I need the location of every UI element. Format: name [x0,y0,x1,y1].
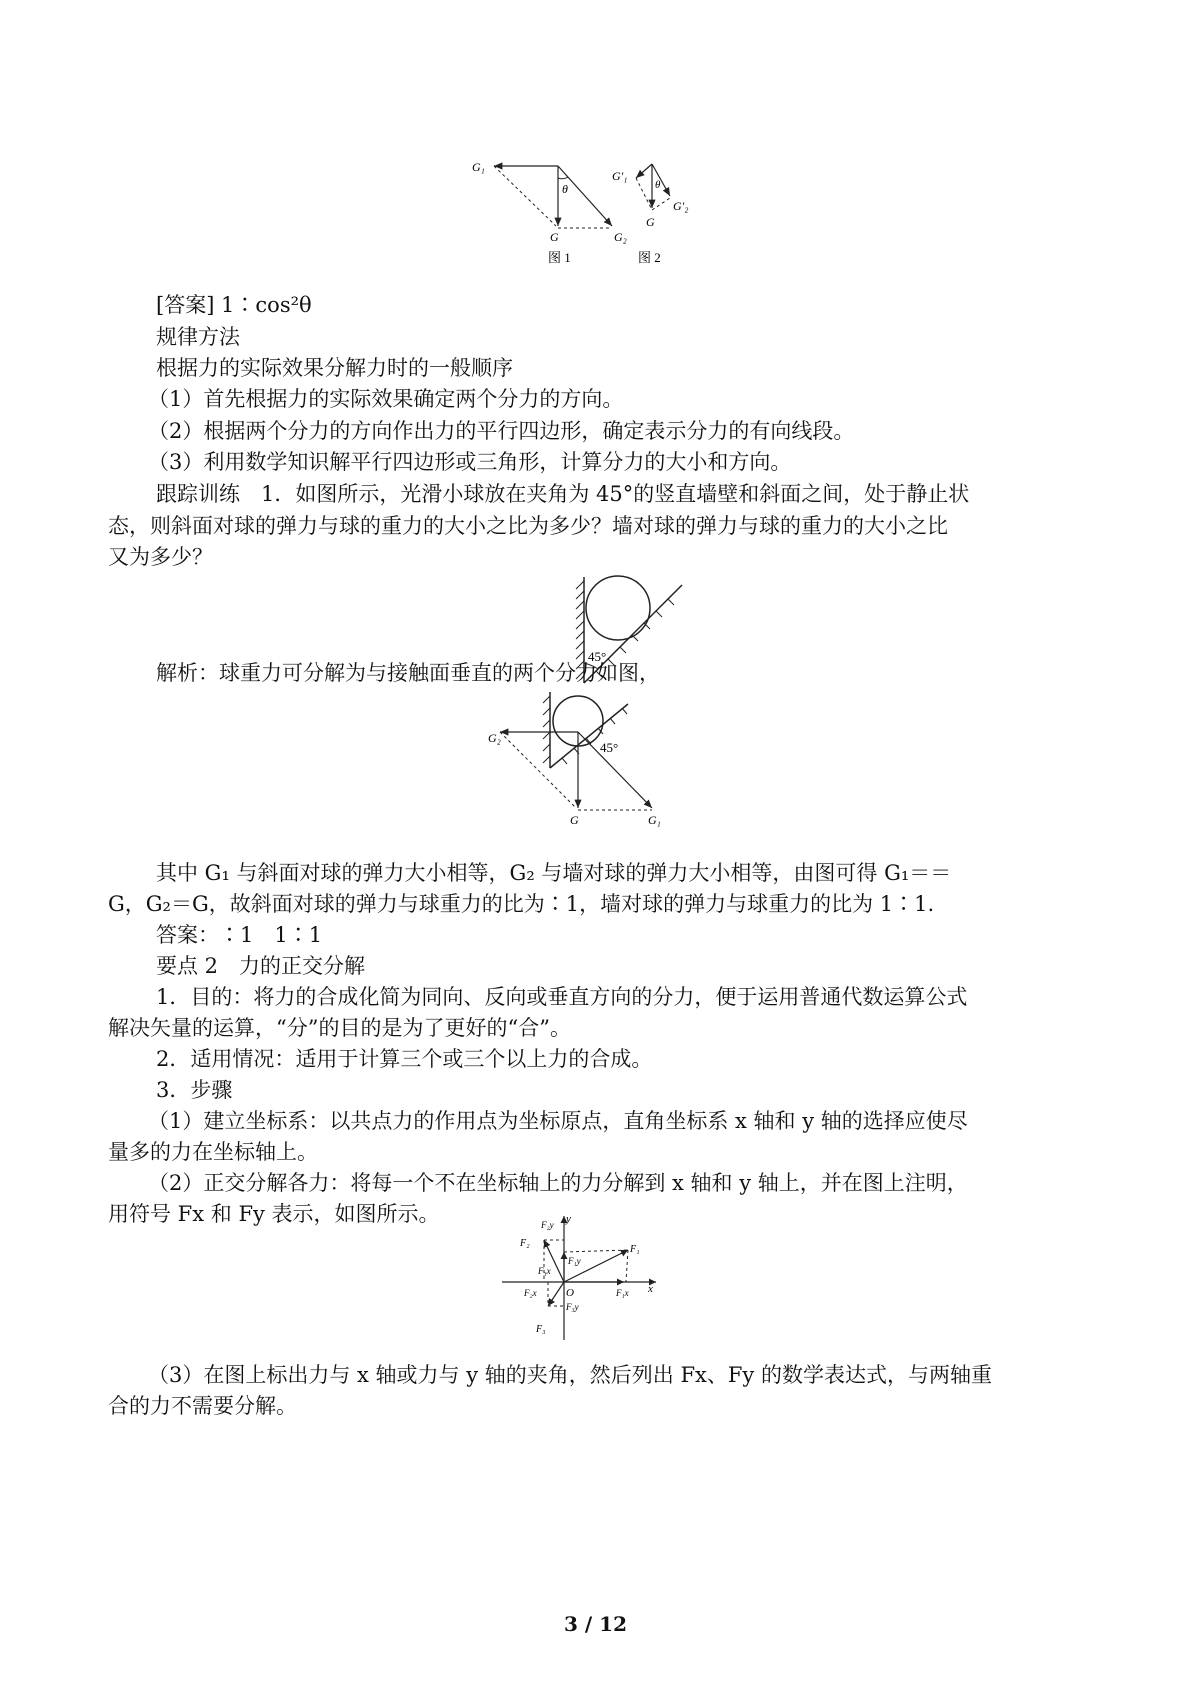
rule-step-2: （2）根据两个分力的方向作出力的平行四边形，确定表示分力的有向线段。 [148,419,855,443]
tracking-exercise-line-2: 态，则斜面对球的弹力与球的重力的大小之比为多少？墙对球的弹力与球的重力的大小之比 [108,514,948,538]
label-F2x: F₂x [524,1288,537,1298]
label-G1-prime: G′₁ [612,169,628,183]
answer-1: [答案] 1∶cos²θ [156,293,312,317]
step-3-line-1: （3）在图上标出力与 x 轴或力与 y 轴的夹角，然后列出 Fx、Fy 的数学表达式，与两轴重 [148,1363,992,1387]
axis-y-label: y [566,1213,571,1225]
label-G1: G₁ [648,813,661,827]
rule-step-3: （3）利用数学知识解平行四边形或三角形，计算分力的大小和方向。 [148,450,792,474]
analysis-line: 解析：球重力可分解为与接触面垂直的两个分力如图， [156,661,660,685]
axis-x-label: x [648,1283,653,1295]
purpose-line-1: 1．目的：将力的合成化简为同向、反向或垂直方向的分力，便于运用普通代数运算公式 [156,985,968,1009]
where-line-2: G，G₂＝G，故斜面对球的弹力与球重力的比为∶1，墙对球的弹力与球重力的比为 1∶1. [108,892,935,916]
tracking-exercise-line-3: 又为多少？ [108,545,213,569]
label-F3: F₃ [536,1324,546,1335]
step-1-line-2: 量多的力在坐标轴上。 [108,1140,318,1164]
label-F3y: F₃y [566,1302,579,1312]
figure-orthogonal-decomposition [496,1212,666,1344]
step-2-line-2: 用符号 Fx 和 Fy 表示，如图所示。 [108,1202,440,1226]
angle-label-45: 45° [600,740,619,755]
label-G: G [570,813,579,827]
label-G-fig2: G [646,215,655,229]
where-line-1: 其中 G₁ 与斜面对球的弹力大小相等，G₂ 与墙对球的弹力大小相等，由图可得 G₁＝＝ [156,861,952,885]
label-G: G [550,230,559,244]
step-1-line-1: （1）建立坐标系：以共点力的作用点为坐标原点，直角坐标系 x 轴和 y 轴的选择应使尽 [148,1109,968,1133]
figure-gravity-decomposition [472,158,700,273]
label-theta: θ [562,182,568,196]
figure-force-decomposition [488,686,668,826]
label-F3x: F₃x [538,1266,551,1276]
steps-title: 3．步骤 [156,1078,233,1102]
label-F1: F₁ [630,1244,640,1255]
tracking-exercise-line-1: 跟踪训练 1．如图所示，光滑小球放在夹角为 45°的竖直墙壁和斜面之间，处于静止状 [156,482,970,506]
rule-title: 规律方法 [156,325,240,349]
label-theta2: θ [655,179,661,191]
answer-2: 答案：∶1 1∶1 [156,923,323,947]
label-F2: F₂ [520,1238,530,1249]
step-3-line-2: 合的力不需要分解。 [108,1394,297,1418]
applicable-case: 2．适用情况：适用于计算三个或三个以上力的合成。 [156,1047,653,1071]
label-G2-prime: G′₂ [673,199,689,213]
origin-label: O [566,1287,574,1299]
step-2-line-1: （2）正交分解各力：将每一个不在坐标轴上的力分解到 x 轴和 y 轴上，并在图上注明， [148,1171,968,1195]
label-G1: G₁ [472,160,485,174]
page-number: 3 / 12 [564,1612,627,1636]
angle-label: 45° [588,649,607,664]
label-F2y: F₂y [541,1220,554,1230]
label-F1x: F₁x [616,1288,629,1298]
rule-subtitle: 根据力的实际效果分解力时的一般顺序 [156,356,513,380]
purpose-line-2: 解决矢量的运算，“分”的目的是为了更好的“合”。 [108,1016,571,1040]
caption-fig1: 图 1 [548,250,571,265]
label-G2: G₂ [488,731,501,745]
rule-step-1: （1）首先根据力的实际效果确定两个分力的方向。 [148,387,624,411]
caption-fig2: 图 2 [638,250,661,265]
label-G2: G₂ [614,230,627,244]
point-2-title: 要点 2 力的正交分解 [156,954,366,978]
label-F1y: F₁y [568,1256,581,1266]
